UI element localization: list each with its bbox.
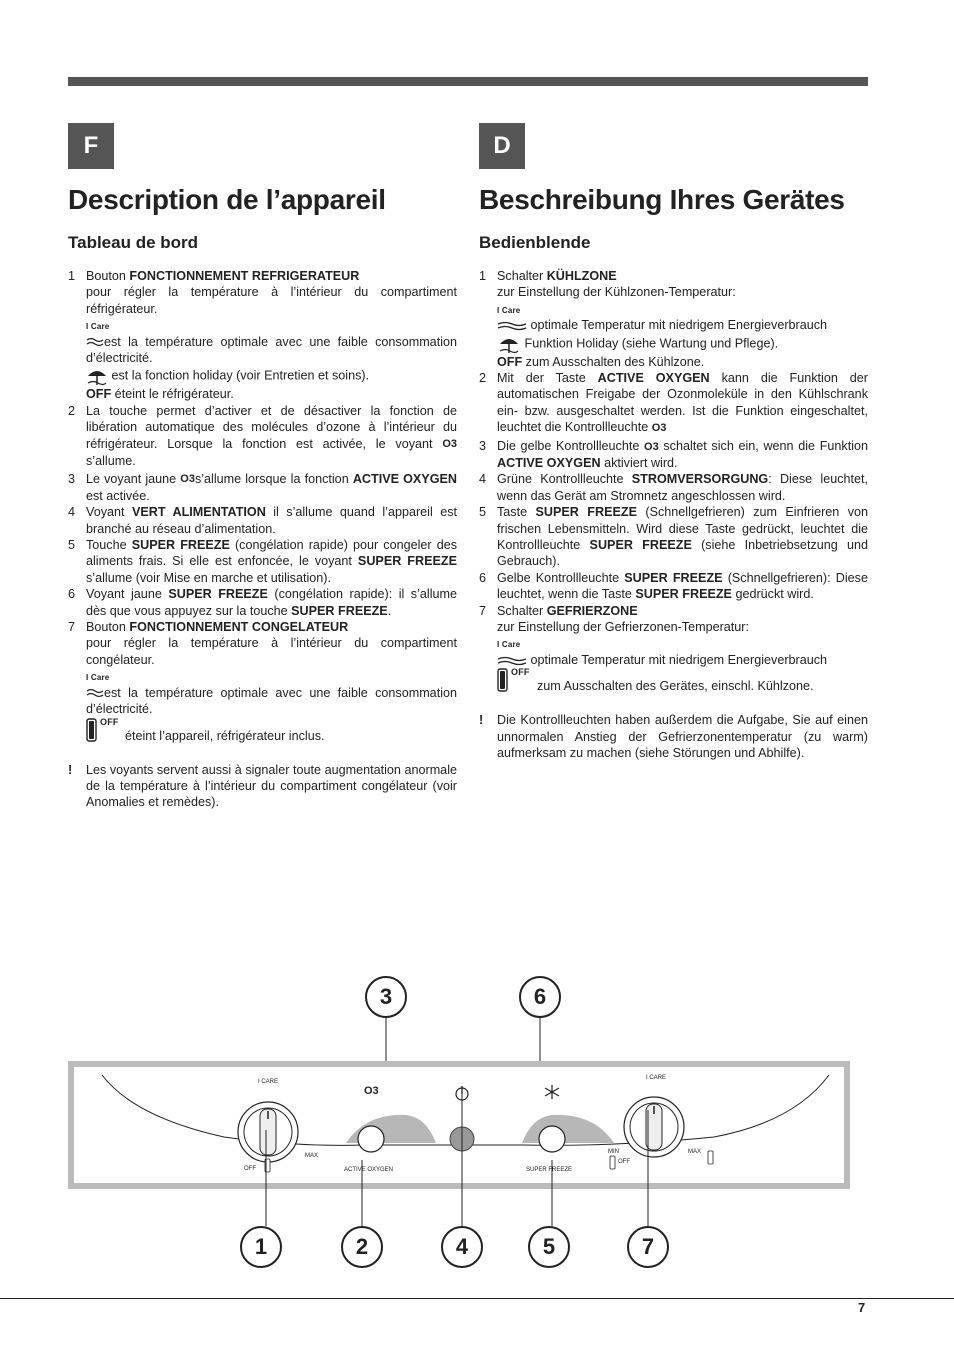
item-number: 3 (479, 439, 487, 454)
item-bold: SUPER FREEZE (291, 603, 388, 618)
item-number: 7 (68, 620, 76, 635)
off-switch-icon (86, 718, 98, 742)
item-number: 6 (68, 587, 76, 602)
item-text: Funktion Holiday (siehe Wartung und Pflege). (524, 335, 779, 350)
icare-dial-label-right: I CARE (646, 1075, 667, 1081)
item-bold: SUPER FREEZE (357, 554, 457, 569)
super-freeze-button[interactable] (539, 1126, 565, 1152)
item-text: (congélation rapide) pour congeler des aliments frais. Si elle est enfoncée, le voyant (86, 538, 458, 569)
item-line (86, 718, 457, 746)
warning-note (68, 762, 457, 811)
control-panel-drawing (74, 1067, 844, 1183)
item-line (497, 354, 868, 370)
o3-indicator-icon: O3 (442, 438, 458, 451)
item-text: La touche permet d’activer et de désactiver la fonction de libération automatique des molécules d’ozone à l’intérieur du réfrigérateur. Lorsque la fonction est activée, le voyant (86, 403, 457, 451)
max-switch-icon (708, 1151, 713, 1164)
list-item (479, 570, 868, 603)
list-item (68, 403, 457, 469)
icare-wave-icon (497, 321, 527, 331)
item-text: il s’allume quand l’appareil est branché au réseau d’alimentation. (86, 505, 458, 536)
item-text: pour régler la température à l’intérieur du compartiment réfrigérateur. (86, 285, 457, 316)
off-switch-icon (610, 1156, 615, 1169)
item-text: Die gelbe Kontrollleuchte (497, 439, 645, 454)
active-oxygen-label: ACTIVE OXYGEN (344, 1167, 394, 1173)
icare-label: I Care (497, 640, 521, 650)
min-label-right: MIN (608, 1149, 619, 1155)
item-text: Schalter (497, 269, 547, 283)
list-item (68, 471, 457, 504)
o3-indicator-icon: O3 (644, 440, 659, 453)
section-heading-french: Tableau de bord (68, 233, 199, 252)
item-text: Touche (86, 538, 132, 553)
o3-icon: O3 (364, 1085, 379, 1097)
item-text: Schalter (497, 603, 547, 618)
icare-dial-label-left: I CARE (258, 1079, 279, 1085)
icare-label: I Care (86, 322, 110, 332)
callout-2: 2 (341, 1226, 383, 1268)
control-panel (68, 1061, 850, 1189)
item-number: 5 (68, 538, 76, 553)
max-label-left: MAX (305, 1153, 319, 1159)
page-title-french: Description de l’appareil (68, 184, 386, 215)
off-switch-icon (265, 1159, 270, 1172)
off-label-right: OFF (618, 1159, 630, 1165)
item-bold: OFF (86, 387, 112, 402)
french-description-list (68, 268, 457, 811)
footer-rule (0, 1298, 954, 1299)
item-text: s’allume. (86, 453, 136, 468)
icare-wave-icon (497, 656, 527, 666)
item-text: éteint l’appareil, réfrigérateur inclus. (125, 728, 325, 743)
note-text: Les voyants servent aussi à signaler toute augmentation anormale de la température à l’intérieur du compartiment congélateur (voir Anomalies et remèdes). (86, 762, 457, 810)
freezer-thermostat-knob[interactable] (624, 1097, 684, 1157)
item-bold: ACTIVE OXYGEN (497, 456, 601, 470)
item-line (86, 685, 457, 718)
item-text: zur Einstellung der Kühlzonen-Temperatur: (497, 285, 736, 300)
item-bold: ACTIVE OXYGEN (352, 471, 457, 486)
list-item (479, 438, 868, 471)
item-bold: SUPER FREEZE (624, 570, 723, 585)
o3-indicator-icon: O3 (651, 421, 667, 434)
item-text: éteint le réfrigérateur. (111, 387, 234, 402)
item-line (497, 668, 868, 696)
max-label-right: MAX (688, 1149, 702, 1155)
warning-note (479, 712, 868, 761)
page-title-german: Beschreibung Ihres Gerätes (479, 184, 845, 215)
item-text: est la température optimale avec une faible consommation d’électricité. (86, 334, 457, 366)
page-number: 7 (858, 1300, 866, 1315)
item-bold: STROMVERSORGUNG (631, 472, 769, 487)
item-bold: FONCTIONNEMENT CONGELATEUR (129, 620, 349, 635)
item-text: Bouton (86, 269, 130, 283)
item-bold: FONCTIONNEMENT REFRIGERATEUR (129, 269, 360, 283)
item-number: 1 (68, 269, 76, 283)
item-text: zur Einstellung der Gefrierzonen-Temperatur: (497, 620, 749, 635)
list-item (479, 268, 868, 370)
icare-label: I Care (86, 673, 110, 683)
snowflake-icon (545, 1085, 559, 1099)
holiday-umbrella-icon (497, 334, 521, 354)
item-text: Voyant jaune (86, 587, 169, 602)
item-text: pour régler la température à l’intérieur du compartiment congélateur. (86, 636, 457, 667)
item-text: aktiviert wird. (600, 456, 678, 470)
item-line (497, 317, 868, 333)
item-bold: SUPER FREEZE (635, 587, 732, 602)
holiday-umbrella-icon (86, 366, 108, 386)
callout-6: 6 (519, 976, 561, 1018)
active-oxygen-button[interactable] (358, 1126, 384, 1152)
item-text: optimale Temperatur mit niedrigem Energieverbrauch (530, 652, 828, 667)
list-item (479, 471, 868, 504)
icare-label: I Care (497, 305, 521, 315)
item-text: Bouton (86, 620, 130, 635)
note-text: Die Kontrollleuchten haben außerdem die Aufgabe, Sie auf einen unnormalen Anstieg der Gefrierzonentemperatur (zu warm) aufmerksam zu machen (siehe Störungen und Abhilfe). (497, 713, 868, 761)
item-number: 5 (479, 505, 487, 520)
power-indicator-light (450, 1127, 474, 1151)
list-item (68, 504, 457, 537)
list-item (68, 268, 457, 403)
callout-4: 4 (441, 1226, 483, 1268)
item-number: 4 (68, 505, 76, 520)
item-number: 6 (479, 570, 487, 585)
super-freeze-label: SUPER FREEZE (526, 1167, 573, 1173)
item-text: s’allume lorsque la fonction (194, 471, 353, 486)
list-item (479, 603, 868, 697)
top-divider-bar (68, 77, 868, 86)
item-line (86, 386, 457, 402)
item-number: 3 (68, 471, 76, 486)
item-text: Grüne Kontrollleuchte (497, 472, 632, 487)
item-text: Taste (497, 505, 536, 520)
item-bold: SUPER FREEZE (589, 538, 692, 553)
item-line (497, 652, 868, 668)
item-bold: SUPER FREEZE (131, 538, 230, 553)
item-text: (Schnellgefrieren): Diese leuchtet, wenn die Taste (497, 570, 868, 602)
item-bold: GEFRIERZONE (546, 603, 638, 618)
item-text: (siehe Inbetriebsetzung und Gebrauch). (497, 538, 868, 569)
item-text: (Schnellgefrieren) zum Einfrieren von frischen Lebensmitteln. Wird diese Taste gedrückt, leuchtet die Kontrollleuchte (497, 505, 869, 553)
item-number: 4 (479, 472, 487, 487)
language-badge-german: D (479, 123, 525, 169)
fridge-thermostat-knob[interactable] (238, 1102, 298, 1162)
item-text: Mit der Taste (497, 371, 598, 386)
item-bold: OFF (497, 354, 523, 369)
item-line (497, 334, 868, 354)
callout-5: 5 (528, 1226, 570, 1268)
item-number: 2 (68, 403, 76, 418)
item-bold: KÜHLZONE (546, 269, 617, 283)
warning-mark: ! (68, 762, 73, 777)
callout-1: 1 (240, 1226, 282, 1268)
item-number: 1 (479, 269, 487, 283)
item-text: kann die Funktion der automatischen Freigabe der Ozonmoleküle in den Kühlschrank ein- bzw. ausgeschaltet werden. Ist die Funktion eingeschaltet, leuchtet die Kontrollleuchte (497, 371, 868, 435)
off-label: OFF (511, 667, 530, 678)
item-number: 7 (479, 603, 487, 618)
item-text: est activée. (86, 488, 150, 503)
power-icon (456, 1086, 468, 1100)
german-description-list (479, 268, 868, 762)
control-panel-face (74, 1067, 844, 1183)
item-text: gedrückt wird. (731, 587, 814, 602)
list-item (479, 370, 868, 436)
super-freeze-light (522, 1115, 614, 1143)
o3-indicator-icon: O3 (180, 473, 195, 486)
item-text: Gelbe Kontrollleuchte (497, 570, 625, 585)
item-text: est la fonction holiday (voir Entretien et soins). (111, 368, 370, 383)
off-label-left: OFF (244, 1166, 256, 1172)
list-item (68, 586, 457, 619)
item-text: Le voyant jaune (86, 471, 181, 486)
item-line (86, 334, 457, 367)
item-bold: SUPER FREEZE (535, 505, 637, 520)
item-text: zum Ausschalten des Gerätes, einschl. Kühlzone. (537, 679, 814, 694)
icare-wave-icon (86, 337, 104, 347)
item-number: 2 (479, 371, 487, 386)
off-switch-icon (497, 668, 509, 692)
item-bold: SUPER FREEZE (168, 587, 268, 602)
language-badge-french: F (68, 123, 114, 169)
list-item (68, 619, 457, 745)
callout-7: 7 (627, 1226, 669, 1268)
item-text: zum Ausschalten des Kühlzone. (522, 354, 705, 369)
item-text: est la température optimale avec une faible consommation d’électricité. (86, 685, 457, 717)
item-text: : Diese leuchtet, wenn das Gerät am Stromnetz angeschlossen wird. (497, 472, 868, 503)
item-text: s’allume (voir Mise en marche et utilisation). (86, 570, 331, 585)
item-text: . (387, 603, 392, 618)
icare-wave-icon (86, 688, 104, 698)
item-text: (congélation rapide): il s’allume dès que vous appuyez sur la touche (86, 587, 457, 618)
callout-3: 3 (365, 976, 407, 1018)
list-item (479, 504, 868, 570)
item-bold: ACTIVE OXYGEN (597, 371, 710, 386)
item-text: Voyant (86, 505, 132, 520)
section-heading-german: Bedienblende (479, 233, 591, 252)
list-item (68, 537, 457, 586)
item-bold: VERT ALIMENTATION (131, 505, 266, 520)
item-text: schaltet sich ein, wenn die Funktion (658, 439, 868, 454)
off-label: OFF (100, 716, 119, 727)
warning-mark: ! (479, 713, 484, 728)
item-line (86, 366, 457, 386)
item-text: optimale Temperatur mit niedrigem Energieverbrauch (530, 318, 828, 333)
